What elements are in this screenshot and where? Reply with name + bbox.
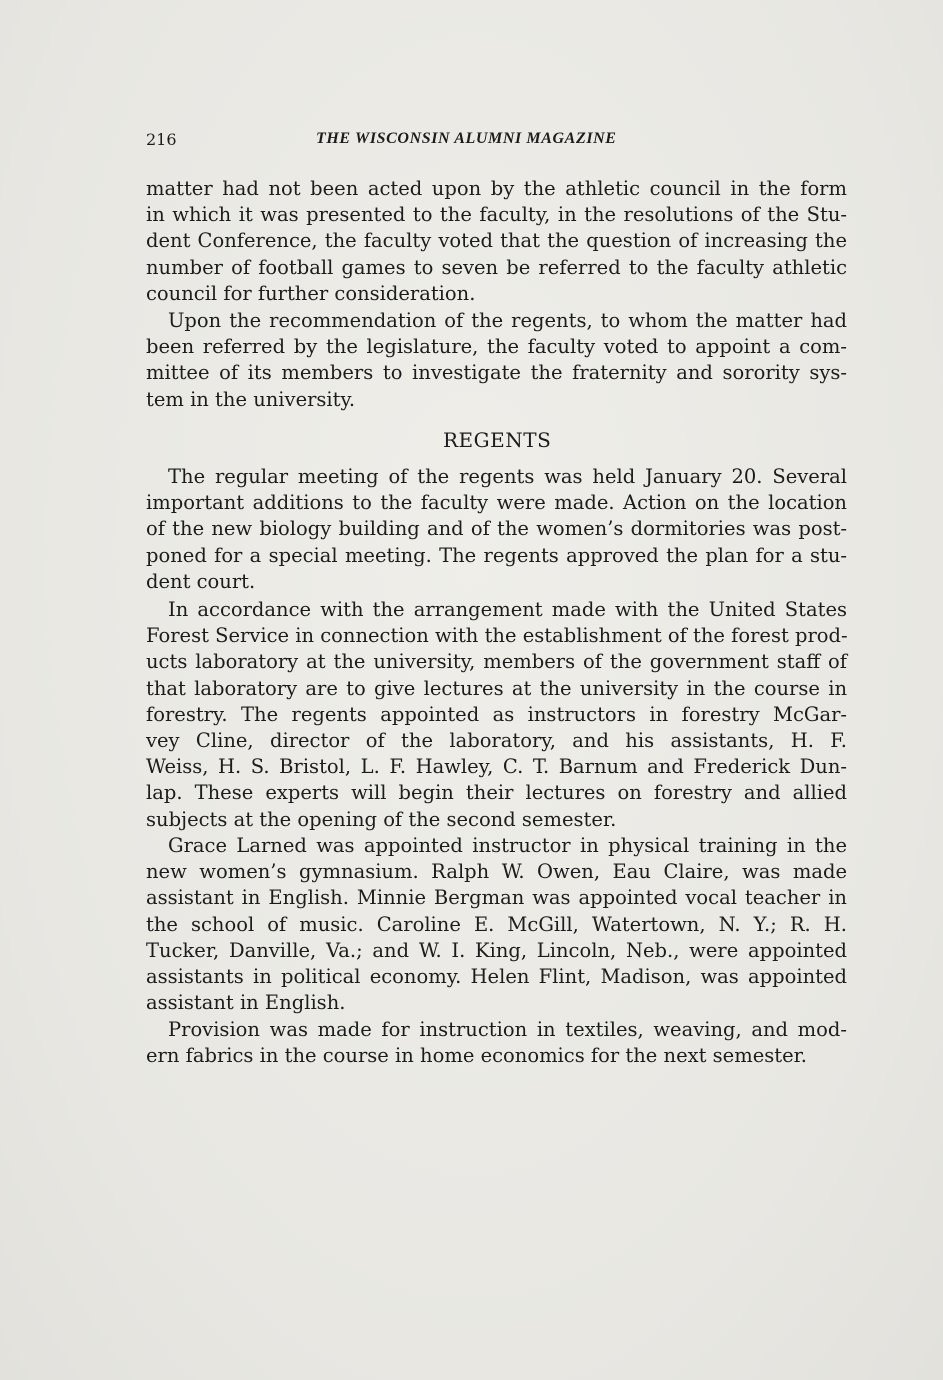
text-line: Provision was made for instruction in textiles, weaving, and mod-	[168, 1018, 847, 1041]
text-line: matter had not been acted upon by the athletic council in the form	[146, 177, 847, 200]
text-line: lap. These experts will begin their lectures on forestry and allied	[146, 781, 847, 805]
text-line: poned for a special meeting. The regents approved the plan for a stu-	[146, 543, 847, 567]
text-line: assistant in English. Minnie Bergman was appointed vocal teacher in	[146, 886, 847, 910]
text-line: the school of music. Caroline E. McGill, Watertown, N. Y.; R. H.	[146, 912, 847, 936]
text-line: new women’s gymnasium. Ralph W. Owen, Eau Claire, was made	[146, 860, 847, 884]
text-line: vey Cline, director of the laboratory, and his assistants, H. F.	[146, 729, 847, 753]
text-line: that laboratory are to give lectures at the university in the course in	[146, 676, 847, 700]
text-line: Tucker, Danville, Va.; and W. I. King, Lincoln, Neb., were appointed	[146, 938, 847, 962]
text-line: The regular meeting of the regents was held January 20. Several	[168, 465, 847, 488]
text-line: ern fabrics in the course in home economics for the next semester.	[146, 1044, 808, 1068]
text-line: council for further consideration.	[146, 281, 476, 305]
text-line: in which it was presented to the faculty, in the resolutions of the Stu-	[146, 203, 847, 227]
text-line: In accordance with the arrangement made with the United States	[168, 598, 847, 621]
paragraph-home-economics	[146, 1017, 847, 1069]
text-line: tem in the university.	[146, 387, 356, 411]
paragraph-regents-meeting	[146, 464, 847, 595]
text-line: Forest Service in connection with the establishment of the forest prod-	[146, 624, 848, 648]
text-line: mittee of its members to investigate the fraternity and sorority sys-	[146, 361, 847, 385]
text-line: dent court.	[146, 569, 256, 593]
text-line: Grace Larned was appointed instructor in physical training in the	[168, 834, 847, 857]
section-heading-regents: REGENTS	[443, 428, 552, 452]
text-line: subjects at the opening of the second semester.	[146, 807, 617, 831]
text-line: important additions to the faculty were made. Action on the location	[146, 491, 847, 515]
text-line: been referred by the legislature, the faculty voted to appoint a com-	[146, 335, 847, 359]
running-title: THE WISCONSIN ALUMNI MAGAZINE	[316, 130, 617, 147]
page-header	[146, 128, 678, 154]
text-line: assistant in English.	[146, 991, 346, 1015]
text-line: dent Conference, the faculty voted that the question of increasing the	[146, 229, 847, 253]
paragraph-appointments	[146, 833, 847, 1016]
text-line: of the new biology building and of the women’s dormitories was post-	[146, 517, 847, 541]
text-line: forestry. The regents appointed as instructors in forestry McGar-	[146, 702, 847, 726]
paragraph-fraternity-committee	[146, 308, 847, 413]
text-line: assistants in political economy. Helen Flint, Madison, was appointed	[146, 965, 847, 989]
text-line: Upon the recommendation of the regents, to whom the matter had	[168, 309, 847, 332]
text-line: number of football games to seven be referred to the faculty athletic	[146, 255, 847, 279]
page-number: 216	[146, 130, 177, 149]
text-line: Weiss, H. S. Bristol, L. F. Hawley, C. T. Barnum and Frederick Dun-	[146, 755, 847, 779]
paragraph-athletic-council	[146, 176, 847, 307]
text-line: ucts laboratory at the university, members of the government staff of	[146, 650, 847, 674]
paragraph-forest-service	[146, 597, 847, 833]
